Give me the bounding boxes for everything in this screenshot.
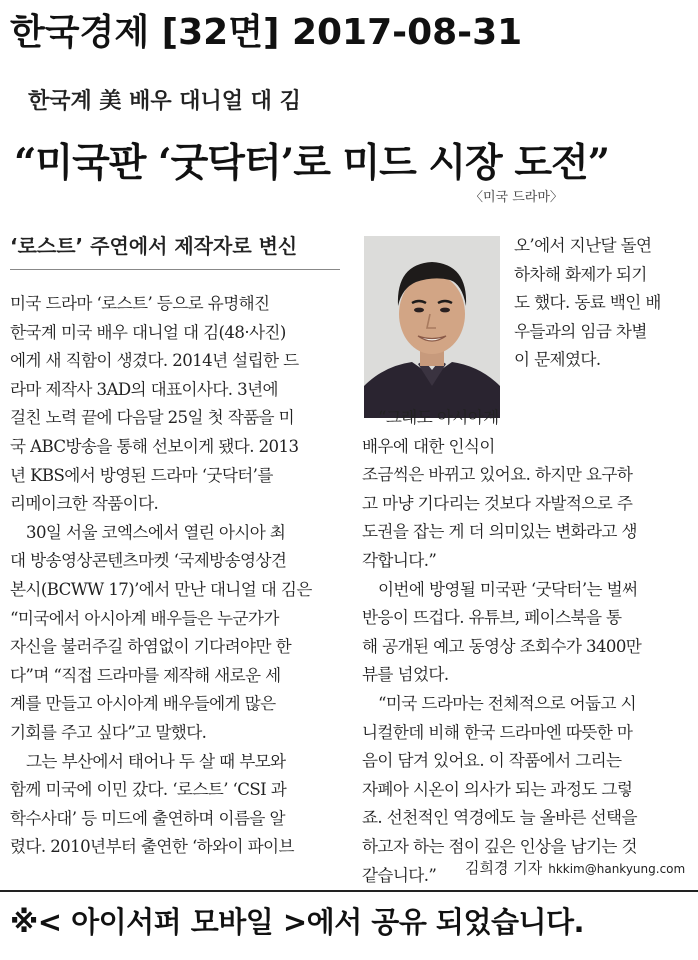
article-text-line: 각합니다.” <box>362 550 437 570</box>
share-notice: ※< 아이서퍼 모바일 >에서 공유 되었습니다. <box>10 905 585 939</box>
article-text-line: 계를 만들고 아시아계 배우들에게 많은 <box>10 694 276 714</box>
article-text-line: 년 KBS에서 방영된 드라마 ‘굿닥터’를 <box>10 465 273 485</box>
article-kicker: 한국계 美 배우 대니얼 대 김 <box>28 89 301 114</box>
article-text-line: 음이 담겨 있어요. 이 작품에서 그리는 <box>362 751 622 771</box>
article-text-line: 반응이 뜨겁다. 유튜브, 페이스북을 통 <box>362 608 622 628</box>
newspaper-header: 한국경제 [32면] 2017-08-31 <box>10 12 523 53</box>
article-text-line: 배우에 대한 인식이 <box>362 436 495 456</box>
article-text-line: 하차해 화제가 되기 <box>514 264 647 284</box>
portrait-image <box>364 236 500 418</box>
article-text-line: 리메이크한 작품이다. <box>10 494 159 514</box>
article-text-line: 해 공개된 예고 동영상 조회수가 3400만 <box>362 636 642 656</box>
article-text-line: 자신을 불러주길 하염없이 기다려야만 한 <box>10 637 292 657</box>
article-column-right-top <box>514 232 690 375</box>
portrait-photo <box>364 236 500 418</box>
article-text-line: 걸친 노력 끝에 다음달 25일 첫 작품을 미 <box>10 408 295 428</box>
article-text-line: 고 마냥 기다리는 것보다 자발적으로 주 <box>362 493 633 513</box>
article-text-line: 함께 미국에 이민 갔다. ‘로스트’ ‘CSI 과 <box>10 780 287 800</box>
article-text-line: 하고자 하는 점이 깊은 인상을 남기는 것 <box>362 836 637 856</box>
article-text-line: 오’에서 지난달 돌연 <box>514 236 652 255</box>
article-text-line: “그래도 아시아계 <box>362 408 499 427</box>
byline-email: hkkim@hankyung.com <box>548 862 686 876</box>
article-text-line: 30일 서울 코엑스에서 열린 아시아 최 <box>10 522 286 542</box>
article-text-line: 국 ABC방송을 통해 선보이게 됐다. 2013 <box>10 436 299 456</box>
article-column-left <box>10 290 342 862</box>
article-text-line: 니컬한데 비해 한국 드라마엔 따뜻한 마 <box>362 722 633 742</box>
byline <box>465 857 685 878</box>
article-text-line: 본시(BCWW 17)’에서 만난 대니얼 대 김은 <box>10 579 312 599</box>
article-text-line: 렸다. 2010년부터 출연한 ‘하와이 파이브 <box>10 837 294 857</box>
article-text-line: 조금씩은 바뀌고 있어요. 하지만 요구하 <box>362 465 633 485</box>
byline-reporter: 김희경 기자 <box>465 859 543 877</box>
article-text-line: 기회를 주고 싶다”고 말했다. <box>10 722 207 742</box>
article-text-line: 죠. 선천적인 역경에도 늘 올바른 선택을 <box>362 808 637 828</box>
article-text-line: 다”며 “직접 드라마를 제작해 새로운 세 <box>10 665 281 685</box>
article-headline: “미국판 ‘굿닥터’로 미드 시장 도전” <box>14 140 610 186</box>
article-text-line: 같습니다.” <box>362 865 437 885</box>
article-text-line: 에게 새 직함이 생겼다. 2014년 설립한 드 <box>10 351 299 371</box>
article-text-line: 학수사대’ 등 미드에 출연하며 이름을 알 <box>10 808 285 828</box>
article-text-line: 도 했다. 동료 백인 배 <box>514 293 661 313</box>
article-subheadline: ‘로스트’ 주연에서 제작자로 변신 <box>10 230 340 270</box>
article-text-line: 이번에 방영될 미국판 ‘굿닥터’는 벌써 <box>362 579 638 599</box>
article-text-line: 한국계 미국 배우 대니얼 대 김(48·사진) <box>10 322 286 342</box>
article-text-line: 미국 드라마 ‘로스트’ 등으로 유명해진 <box>10 294 270 313</box>
article-text-line: 자폐아 시온이 의사가 되는 과정도 그렇 <box>362 779 633 799</box>
article-text-line: 도권을 잡는 게 더 의미있는 변화라고 생 <box>362 522 637 542</box>
article-text-line: 대 방송영상콘텐츠마켓 ‘국제방송영상견 <box>10 551 287 571</box>
article-text-line: “미국 드라마는 전체적으로 어둡고 시 <box>362 693 637 713</box>
article-text-line: “미국에서 아시아계 배우들은 누군가가 <box>10 608 279 628</box>
footer-divider <box>0 890 698 892</box>
article-text-line: 그는 부산에서 태어나 두 살 때 부모와 <box>10 751 286 771</box>
article-text-line: 우들과의 임금 차별 <box>514 321 647 341</box>
article-text-line: 이 문제였다. <box>514 350 601 370</box>
section-tag: 〈미국 드라마〉 <box>470 190 563 205</box>
article-text-line: 라마 제작사 3AD의 대표이사다. 3년에 <box>10 379 278 399</box>
article-text-line: 뷰를 넘었다. <box>362 665 449 685</box>
article-column-right-bottom <box>362 404 690 890</box>
